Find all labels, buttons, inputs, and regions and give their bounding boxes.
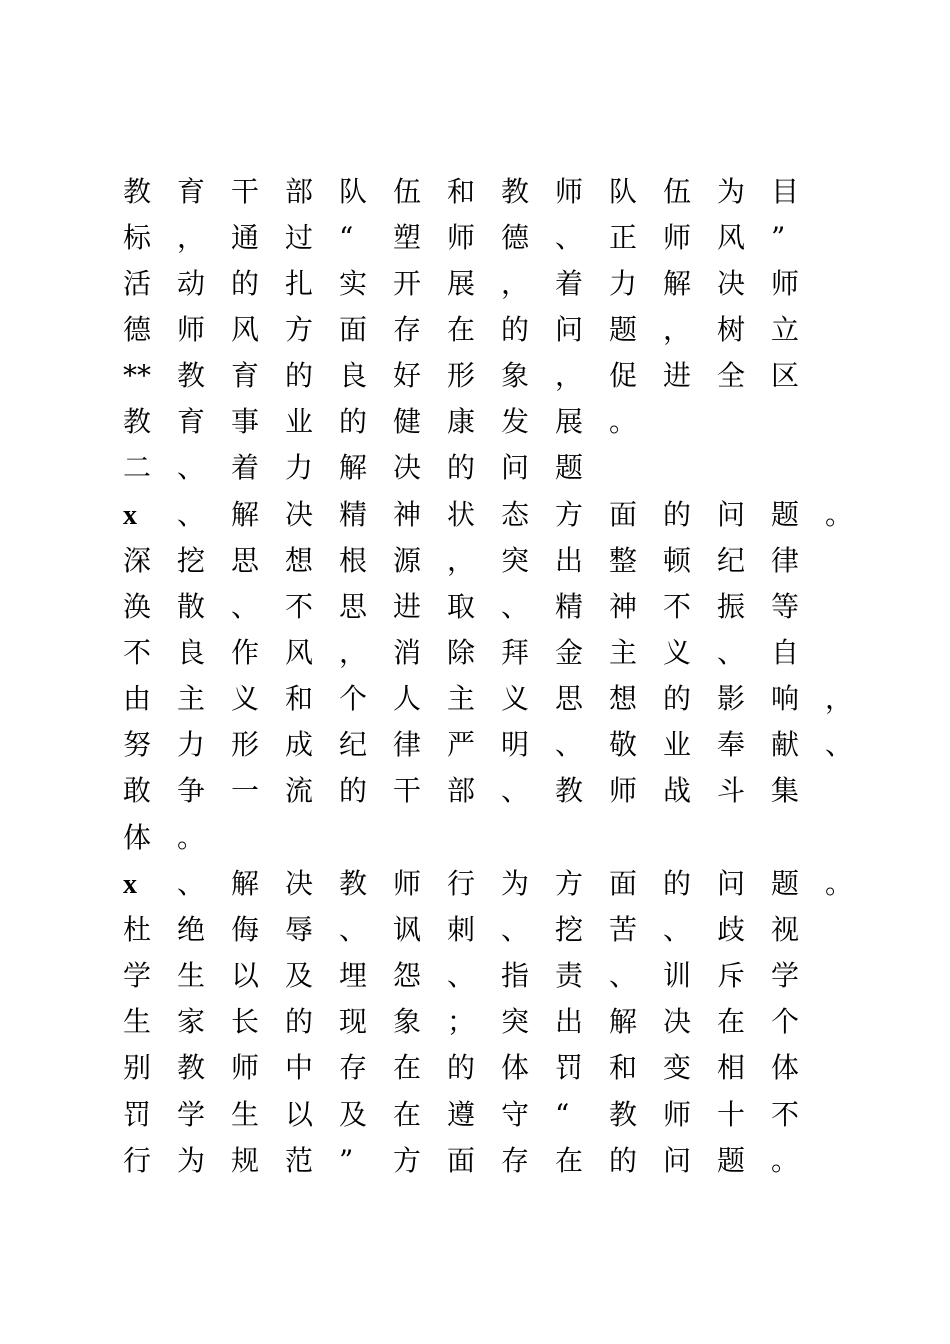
text-char: 献 <box>771 728 800 761</box>
text-char: 个 <box>771 1005 800 1038</box>
text-char: 实 <box>339 267 368 300</box>
text-char: 风 <box>717 221 746 254</box>
text-char: 想 <box>609 682 638 715</box>
text-char: 态 <box>501 498 530 531</box>
text-line <box>123 725 879 765</box>
text-char: 解 <box>663 267 692 300</box>
text-char: ， <box>663 313 692 346</box>
text-char: 以 <box>285 1098 314 1131</box>
text-char: 顿 <box>663 544 692 577</box>
text-char: 教 <box>555 774 584 807</box>
text-char: 塑 <box>393 221 422 254</box>
text-char: 、 <box>231 590 260 623</box>
text-char: 力 <box>609 267 638 300</box>
text-char: 存 <box>393 313 422 346</box>
text-char: 别 <box>123 1051 152 1084</box>
text-char: 康 <box>447 405 476 438</box>
text-char: 思 <box>231 544 260 577</box>
text-char: 师 <box>177 313 206 346</box>
text-char: 变 <box>663 1051 692 1084</box>
text-char: 、 <box>609 959 638 992</box>
numbered-item-heading <box>123 495 879 535</box>
text-char: 神 <box>393 498 422 531</box>
text-char: 的 <box>339 774 368 807</box>
text-line <box>123 771 825 811</box>
text-char: 面 <box>609 498 638 531</box>
text-char: 纪 <box>717 544 746 577</box>
text-char: 体 <box>501 1051 530 1084</box>
text-char: 教 <box>123 175 152 208</box>
text-char: 良 <box>177 636 206 669</box>
text-char: 师 <box>771 267 800 300</box>
text-char: 题 <box>609 313 638 346</box>
text-char: 的 <box>663 498 692 531</box>
text-char: 解 <box>231 867 260 900</box>
text-char: 。 <box>177 821 206 854</box>
text-char: 、 <box>555 728 584 761</box>
text-char: 的 <box>447 451 476 484</box>
text-char: 方 <box>393 1144 422 1177</box>
text-char: 斗 <box>717 774 746 807</box>
text-char: 作 <box>231 636 260 669</box>
text-char: 突 <box>501 1005 530 1038</box>
text-char: 整 <box>609 544 638 577</box>
text-char: 教 <box>609 1098 638 1131</box>
text-char: 教 <box>177 359 206 392</box>
text-char: 为 <box>501 867 530 900</box>
text-char: 取 <box>447 590 476 623</box>
text-char: 纪 <box>339 728 368 761</box>
text-line <box>123 402 663 442</box>
text-char: 方 <box>285 313 314 346</box>
text-char: ， <box>339 636 368 669</box>
text-char: 和 <box>285 682 314 715</box>
text-line <box>123 956 825 996</box>
text-char: 决 <box>393 451 422 484</box>
text-char: 苦 <box>609 913 638 946</box>
text-char: 、 <box>663 913 692 946</box>
text-char: 及 <box>339 1098 368 1131</box>
text-char: ； <box>447 1005 476 1038</box>
text-char: 业 <box>285 405 314 438</box>
text-char: 促 <box>609 359 638 392</box>
text-char: 部 <box>285 175 314 208</box>
text-char: 在 <box>393 1098 422 1131</box>
text-char: 及 <box>285 959 314 992</box>
text-char: 面 <box>447 1144 476 1177</box>
text-char: 题 <box>771 498 800 531</box>
text-line <box>123 1002 825 1042</box>
text-char: 区 <box>771 359 800 392</box>
text-char: ， <box>555 359 584 392</box>
text-char: 生 <box>177 959 206 992</box>
text-line <box>123 1095 825 1135</box>
text-char: 师 <box>663 1098 692 1131</box>
text-char: 、 <box>825 728 854 761</box>
text-char: 标 <box>123 221 152 254</box>
text-char: 涣 <box>123 590 152 623</box>
text-char: 全 <box>717 359 746 392</box>
text-char: 刺 <box>447 913 476 946</box>
text-char: 主 <box>177 682 206 715</box>
text-char: 、 <box>501 774 530 807</box>
text-char: 根 <box>339 544 368 577</box>
text-char: 德 <box>501 221 530 254</box>
text-char: 十 <box>717 1098 746 1131</box>
text-char: 歧 <box>717 913 746 946</box>
text-char: 相 <box>717 1051 746 1084</box>
text-char: 师 <box>393 867 422 900</box>
text-char: 杜 <box>123 913 152 946</box>
text-char: 振 <box>717 590 746 623</box>
text-char: 不 <box>771 1098 800 1131</box>
text-char: 解 <box>609 1005 638 1038</box>
text-char: 问 <box>555 313 584 346</box>
text-char: 的 <box>339 405 368 438</box>
text-char: 动 <box>177 267 206 300</box>
text-char: 着 <box>555 267 584 300</box>
text-char: 出 <box>555 544 584 577</box>
text-char: 育 <box>177 405 206 438</box>
text-char: 树 <box>717 313 746 346</box>
text-char: 生 <box>231 1098 260 1131</box>
text-char: 不 <box>663 590 692 623</box>
text-char: 方 <box>555 498 584 531</box>
text-char: 展 <box>447 267 476 300</box>
text-char: 学 <box>123 959 152 992</box>
text-char: 健 <box>393 405 422 438</box>
text-char: 决 <box>285 867 314 900</box>
text-char: 敢 <box>123 774 152 807</box>
text-char: 的 <box>285 359 314 392</box>
text-char: 活 <box>123 267 152 300</box>
text-char: 扎 <box>285 267 314 300</box>
text-char: 消 <box>393 636 422 669</box>
text-char: 个 <box>339 682 368 715</box>
text-line <box>123 587 825 627</box>
text-char: 律 <box>771 544 800 577</box>
text-char: 决 <box>663 1005 692 1038</box>
text-line <box>123 218 825 258</box>
text-char: 事 <box>231 405 260 438</box>
text-char: 怨 <box>393 959 422 992</box>
text-char: 教 <box>501 175 530 208</box>
text-char: 二 <box>123 451 152 484</box>
text-char: 讽 <box>393 913 422 946</box>
text-char: 业 <box>663 728 692 761</box>
text-char: 师 <box>609 774 638 807</box>
text-char: 教 <box>123 405 152 438</box>
text-char: 散 <box>177 590 206 623</box>
text-char: 由 <box>123 682 152 715</box>
text-line <box>123 172 825 212</box>
text-char: 。 <box>609 405 638 438</box>
text-char: 在 <box>717 1005 746 1038</box>
text-char: 拜 <box>501 636 530 669</box>
text-line <box>123 910 825 950</box>
text-char: 。 <box>825 867 854 900</box>
text-char: 义 <box>501 682 530 715</box>
text-char: ， <box>447 544 476 577</box>
text-char: 争 <box>177 774 206 807</box>
text-char: 师 <box>663 221 692 254</box>
text-char: 育 <box>231 359 260 392</box>
text-char: 解 <box>339 451 368 484</box>
text-char: 存 <box>501 1144 530 1177</box>
text-char: 训 <box>663 959 692 992</box>
text-char: 埋 <box>339 959 368 992</box>
text-char: 斥 <box>717 959 746 992</box>
text-char: 力 <box>285 451 314 484</box>
text-char: 罚 <box>555 1051 584 1084</box>
text-char: 义 <box>231 682 260 715</box>
text-line <box>123 541 825 581</box>
text-char: 题 <box>555 451 584 484</box>
text-char: 象 <box>393 1005 422 1038</box>
text-char: 学 <box>771 959 800 992</box>
text-char: 精 <box>555 590 584 623</box>
text-char: 规 <box>231 1144 260 1177</box>
text-char: 敬 <box>609 728 638 761</box>
text-char: 流 <box>285 774 314 807</box>
text-char: 长 <box>231 1005 260 1038</box>
text-char: 。 <box>771 1144 800 1177</box>
text-char: 人 <box>393 682 422 715</box>
text-char: 行 <box>123 1144 152 1177</box>
text-char: 问 <box>663 1144 692 1177</box>
text-char: 状 <box>447 498 476 531</box>
text-char: 金 <box>555 636 584 669</box>
text-char: 一 <box>231 774 260 807</box>
text-char: 方 <box>555 867 584 900</box>
text-char: 的 <box>501 313 530 346</box>
text-char: 干 <box>393 774 422 807</box>
text-char: 和 <box>447 175 476 208</box>
text-char: ” <box>339 1144 354 1177</box>
text-char: 责 <box>555 959 584 992</box>
text-char: 好 <box>393 359 422 392</box>
text-char: 的 <box>663 682 692 715</box>
text-char: 不 <box>123 636 152 669</box>
text-line <box>123 356 825 396</box>
text-char: 题 <box>771 867 800 900</box>
text-char: 不 <box>285 590 314 623</box>
text-char: 在 <box>447 313 476 346</box>
text-char: 问 <box>501 451 530 484</box>
text-char: 部 <box>447 774 476 807</box>
text-char: 突 <box>501 544 530 577</box>
text-char: 严 <box>447 728 476 761</box>
text-char: 象 <box>501 359 530 392</box>
text-char: 解 <box>231 498 260 531</box>
text-char: 风 <box>231 313 260 346</box>
text-char: 的 <box>447 1051 476 1084</box>
text-char: 教 <box>339 867 368 900</box>
text-char: 自 <box>771 636 800 669</box>
text-char: 家 <box>177 1005 206 1038</box>
text-char: 神 <box>609 590 638 623</box>
text-char: 通 <box>231 221 260 254</box>
text-line <box>123 310 825 350</box>
text-char: 在 <box>555 1144 584 1177</box>
text-char: 战 <box>663 774 692 807</box>
text-char: 开 <box>393 267 422 300</box>
numbered-item-heading <box>123 864 879 904</box>
text-line <box>123 264 825 304</box>
text-char: 努 <box>123 728 152 761</box>
text-char: 、 <box>555 221 584 254</box>
text-char: 进 <box>393 590 422 623</box>
text-char: 展 <box>555 405 584 438</box>
text-char: 师 <box>231 1051 260 1084</box>
text-char: 除 <box>447 636 476 669</box>
text-char: 、 <box>447 959 476 992</box>
text-char: 题 <box>717 1144 746 1177</box>
text-char: ， <box>177 221 206 254</box>
text-char: 思 <box>555 682 584 715</box>
text-char: 辱 <box>285 913 314 946</box>
text-char: 面 <box>339 313 368 346</box>
text-char: 力 <box>177 728 206 761</box>
text-char: 着 <box>231 451 260 484</box>
text-char: 决 <box>717 267 746 300</box>
text-char: 风 <box>285 636 314 669</box>
text-char: 决 <box>285 498 314 531</box>
text-char: 行 <box>447 867 476 900</box>
text-char: 影 <box>717 682 746 715</box>
text-char: 指 <box>501 959 530 992</box>
text-char: 伍 <box>393 175 422 208</box>
text-char: 、 <box>177 498 206 531</box>
text-char: 遵 <box>447 1098 476 1131</box>
text-char: 的 <box>231 267 260 300</box>
text-line <box>123 818 231 858</box>
text-char: 源 <box>393 544 422 577</box>
text-char: 师 <box>447 221 476 254</box>
text-char: 干 <box>231 175 260 208</box>
text-char: 过 <box>285 221 314 254</box>
text-line <box>123 633 825 673</box>
text-char: 问 <box>717 867 746 900</box>
text-char: 、 <box>501 913 530 946</box>
text-char: 成 <box>285 728 314 761</box>
text-char: x <box>123 869 137 900</box>
text-char: ** <box>123 359 151 392</box>
text-char: 、 <box>717 636 746 669</box>
text-char: 出 <box>555 1005 584 1038</box>
text-char: 在 <box>393 1051 422 1084</box>
text-char: 育 <box>177 175 206 208</box>
text-char: “ <box>339 221 354 254</box>
text-char: 以 <box>231 959 260 992</box>
text-char: 律 <box>393 728 422 761</box>
text-char: 的 <box>663 867 692 900</box>
text-char: 的 <box>609 1144 638 1177</box>
text-char: 伍 <box>663 175 692 208</box>
text-char: 视 <box>771 913 800 946</box>
text-char: 发 <box>501 405 530 438</box>
text-char: 为 <box>177 1144 206 1177</box>
text-char: 集 <box>771 774 800 807</box>
text-char: ” <box>771 221 786 254</box>
text-char: 中 <box>285 1051 314 1084</box>
text-char: 进 <box>663 359 692 392</box>
text-char: 挖 <box>177 544 206 577</box>
text-char: “ <box>555 1098 570 1131</box>
text-char: 主 <box>609 636 638 669</box>
text-char: 等 <box>771 590 800 623</box>
text-line <box>123 1141 825 1181</box>
text-char: 奉 <box>717 728 746 761</box>
text-char: 绝 <box>177 913 206 946</box>
text-char: 师 <box>555 175 584 208</box>
text-char: 明 <box>501 728 530 761</box>
text-char: 存 <box>339 1051 368 1084</box>
text-char: 良 <box>339 359 368 392</box>
text-line <box>123 1048 825 1088</box>
text-char: 形 <box>231 728 260 761</box>
section-heading <box>123 448 609 488</box>
text-char: 教 <box>177 1051 206 1084</box>
text-char: 现 <box>339 1005 368 1038</box>
text-char: 面 <box>609 867 638 900</box>
text-char: 侮 <box>231 913 260 946</box>
text-char: 、 <box>177 451 206 484</box>
text-char: 范 <box>285 1144 314 1177</box>
text-char: 响 <box>771 682 800 715</box>
text-char: ， <box>501 267 530 300</box>
text-char: 形 <box>447 359 476 392</box>
text-char: 主 <box>447 682 476 715</box>
text-char: 立 <box>771 313 800 346</box>
text-char: 和 <box>609 1051 638 1084</box>
text-char: 义 <box>663 636 692 669</box>
text-char: 、 <box>339 913 368 946</box>
text-char: 目 <box>771 175 800 208</box>
text-char: 守 <box>501 1098 530 1131</box>
text-char: 、 <box>501 590 530 623</box>
text-char: ， <box>825 682 854 715</box>
text-char: 想 <box>285 544 314 577</box>
text-char: 体 <box>771 1051 800 1084</box>
text-char: 生 <box>123 1005 152 1038</box>
text-char: 正 <box>609 221 638 254</box>
text-char: 深 <box>123 544 152 577</box>
text-line <box>123 679 879 719</box>
text-char: 精 <box>339 498 368 531</box>
text-char: 队 <box>609 175 638 208</box>
text-char: 问 <box>717 498 746 531</box>
text-char: 、 <box>177 867 206 900</box>
text-char: 。 <box>825 498 854 531</box>
text-char: 队 <box>339 175 368 208</box>
text-char: x <box>123 500 137 531</box>
text-char: 体 <box>123 821 152 854</box>
text-char: 德 <box>123 313 152 346</box>
text-char: 为 <box>717 175 746 208</box>
text-char: 思 <box>339 590 368 623</box>
text-char: 学 <box>177 1098 206 1131</box>
text-char: 罚 <box>123 1098 152 1131</box>
text-char: 的 <box>285 1005 314 1038</box>
text-char: 挖 <box>555 913 584 946</box>
